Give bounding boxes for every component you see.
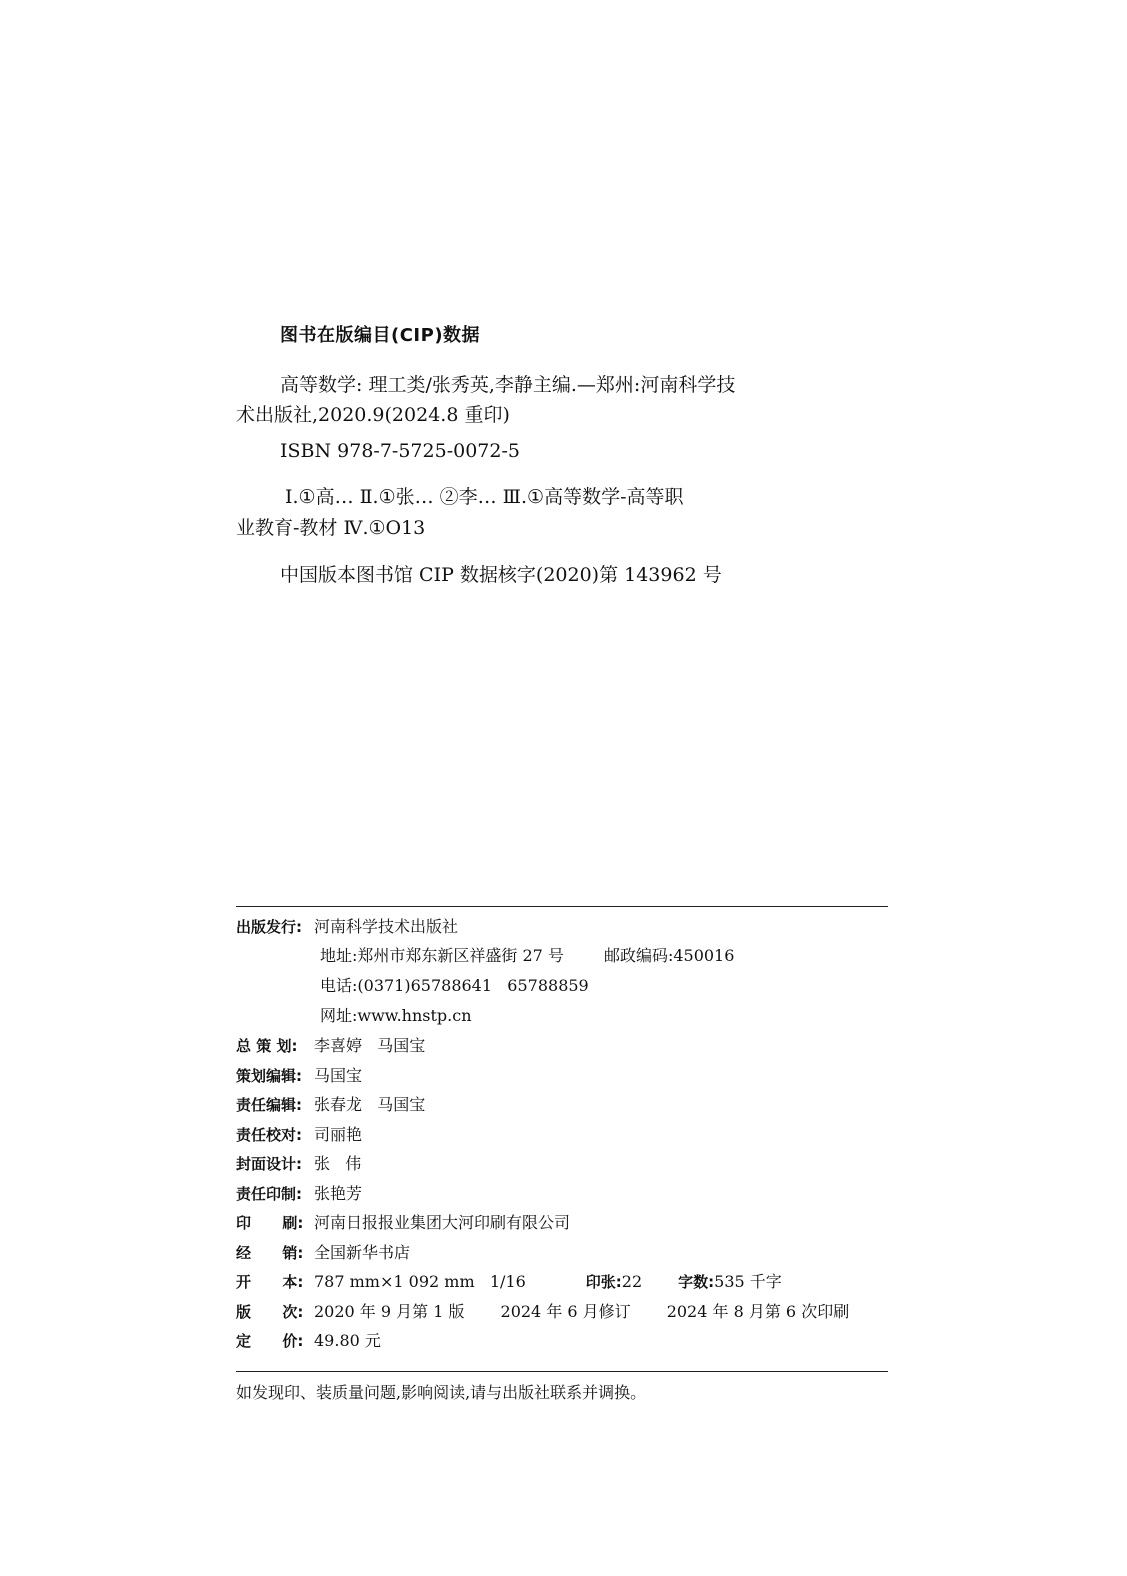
credit-row	[236, 1031, 425, 1061]
cip-subject-line-2: 业教育-教材 Ⅳ.①O13	[236, 517, 426, 539]
credit-value: 张 伟	[314, 1154, 362, 1173]
edition-printing: 2024 年 8 月第 6 次印刷	[666, 1302, 850, 1321]
credit-value: 司丽艳	[314, 1125, 363, 1144]
quality-notice: 如发现印、装质量问题,影响阅读,请与出版社联系并调换。	[236, 1383, 647, 1402]
credit-label: 印 刷:	[236, 1214, 304, 1232]
credit-label: 经 销:	[236, 1244, 304, 1262]
credit-label: 责任印制:	[236, 1185, 302, 1203]
cip-subject-line-1: Ⅰ.①高… Ⅱ.①张… ②李… Ⅲ.①高等数学-高等职	[285, 486, 684, 508]
credit-row	[236, 1061, 362, 1091]
edition-label: 版 次:	[236, 1303, 304, 1321]
words-label: 字数:	[678, 1273, 715, 1291]
credit-label: 责任校对:	[236, 1126, 302, 1144]
credit-value: 张春龙 马国宝	[314, 1095, 426, 1114]
format-size: 787 mm×1 092 mm 1/16	[314, 1272, 526, 1291]
price-label: 定 价:	[236, 1332, 304, 1350]
top-divider	[236, 906, 888, 907]
credit-row	[236, 1149, 361, 1179]
edition-row	[236, 1297, 849, 1327]
price-row	[236, 1326, 381, 1356]
publisher-label: 出版发行:	[236, 918, 302, 936]
publisher-row	[236, 912, 458, 942]
sheets-value: 22	[621, 1272, 643, 1291]
cip-isbn: ISBN 978-7-5725-0072-5	[280, 440, 520, 462]
sheets-label: 印张:	[585, 1273, 622, 1291]
price-value: 49.80 元	[314, 1331, 381, 1350]
cip-heading: 图书在版编目(CIP)数据	[280, 325, 481, 346]
publisher-postcode: 邮政编码:450016	[603, 946, 735, 965]
credit-value: 张艳芳	[314, 1184, 363, 1203]
cip-approval-number: 中国版本图书馆 CIP 数据核字(2020)第 143962 号	[280, 564, 722, 586]
cip-title-line-1: 高等数学: 理工类/张秀英,李静主编.—郑州:河南科学技	[280, 374, 736, 396]
credit-label: 封面设计:	[236, 1155, 302, 1173]
format-row	[236, 1267, 782, 1297]
credit-row	[236, 1120, 362, 1150]
credit-row	[236, 1238, 410, 1268]
format-label: 开 本:	[236, 1273, 304, 1291]
credit-value: 马国宝	[314, 1066, 363, 1085]
credit-label: 总 策 划:	[236, 1037, 298, 1055]
credit-row	[236, 1090, 425, 1120]
credit-row	[236, 1179, 362, 1209]
credit-value: 河南日报报业集团大河印刷有限公司	[314, 1213, 571, 1232]
cip-title-line-2: 术出版社,2020.9(2024.8 重印)	[236, 404, 510, 426]
publisher-address-row	[320, 941, 734, 971]
publisher-website: 网址:www.hnstp.cn	[320, 1006, 472, 1025]
edition-revised: 2024 年 6 月修订	[500, 1302, 631, 1321]
credit-value: 全国新华书店	[314, 1243, 411, 1262]
words-value: 535 千字	[714, 1272, 782, 1291]
credit-label: 策划编辑:	[236, 1067, 302, 1085]
publisher-name: 河南科学技术出版社	[314, 917, 459, 936]
credit-row	[236, 1208, 570, 1238]
publisher-address: 地址:郑州市郑东新区祥盛街 27 号	[320, 946, 564, 965]
bottom-divider	[236, 1371, 888, 1372]
edition-first: 2020 年 9 月第 1 版	[314, 1302, 465, 1321]
credit-label: 责任编辑:	[236, 1096, 302, 1114]
credit-value: 李喜婷 马国宝	[314, 1036, 426, 1055]
publisher-phone: 电话:(0371)65788641 65788859	[320, 976, 589, 995]
